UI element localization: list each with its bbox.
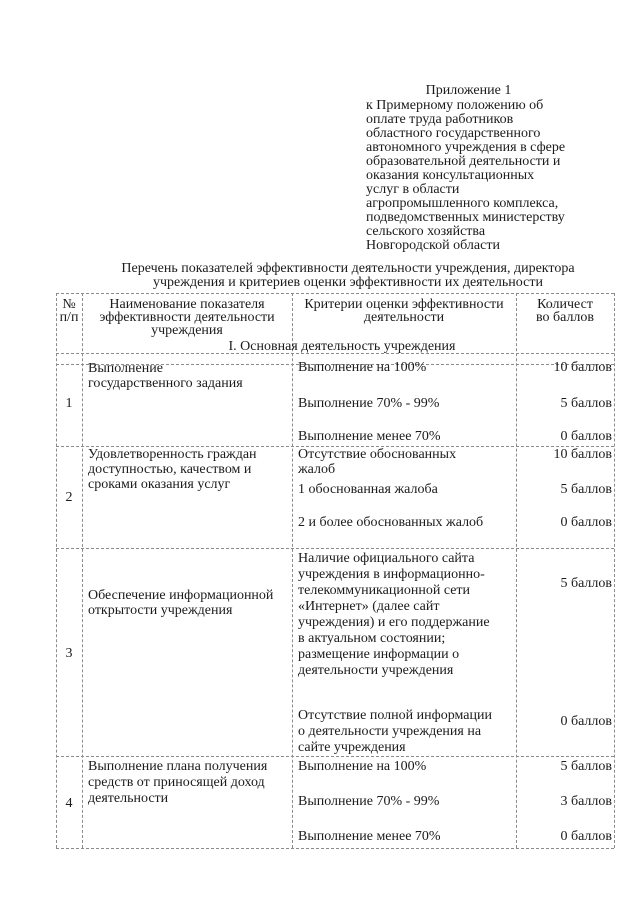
indicator-name-line: государственного задания xyxy=(88,376,243,391)
criterion-score: 5 баллов xyxy=(560,396,612,411)
criterion-score: 5 баллов xyxy=(560,759,612,774)
appendix-line: оказания консультационных xyxy=(366,168,535,183)
appendix-line: агропромышленного комплекса, xyxy=(366,196,559,211)
criterion-score: 0 баллов xyxy=(560,714,612,729)
appendix-line: автономного учреждения в сфере xyxy=(366,140,566,155)
row-number: 4 xyxy=(65,796,73,811)
criterion-text-line: Наличие официального сайта xyxy=(298,551,475,566)
indicator-name xyxy=(88,361,288,391)
table-rule xyxy=(82,293,83,848)
criterion-text-line: размещение информации о xyxy=(298,647,460,662)
criterion-text: Выполнение 70% - 99% xyxy=(298,794,440,809)
header-number xyxy=(56,298,82,324)
table-rule xyxy=(56,756,614,757)
criterion-score: 0 баллов xyxy=(560,515,612,530)
criterion-score: 3 баллов xyxy=(560,794,612,809)
criterion-text xyxy=(298,551,512,679)
criterion-text-line: Отсутствие обоснованных xyxy=(298,447,457,462)
row-number: 3 xyxy=(65,646,73,661)
criterion-text-line: сайте учреждения xyxy=(298,740,406,755)
indicator-name-line: Удовлетворенность граждан xyxy=(88,447,257,462)
header-criteria xyxy=(292,298,516,324)
table-rule xyxy=(292,293,293,848)
appendix-line: к Примерному положению об xyxy=(366,98,544,113)
criterion-text-line: «Интернет» (далее сайт xyxy=(298,599,440,614)
header-points-line: во баллов xyxy=(535,310,595,325)
table-rule xyxy=(56,293,614,294)
criterion-score: 5 баллов xyxy=(560,576,612,591)
document-title xyxy=(88,262,608,290)
header-number-line: № xyxy=(62,297,76,312)
criterion-text: Выполнение 70% - 99% xyxy=(298,396,440,411)
appendix-line: оплате труда работников xyxy=(366,112,514,127)
criterion-text: Выполнение менее 70% xyxy=(298,429,441,444)
appendix-line: Новгородской области xyxy=(366,238,500,253)
indicator-name xyxy=(88,447,288,492)
criterion-text: 2 и более обоснованных жалоб xyxy=(298,515,484,530)
appendix-line: подведомственных министерству xyxy=(366,210,565,225)
indicator-name-line: открытости учреждения xyxy=(88,603,233,618)
indicator-name-line: средств от приносящей доход xyxy=(88,775,265,790)
table-rule xyxy=(56,848,614,849)
header-indicator-line: Наименование показателя xyxy=(109,297,265,312)
criterion-text-line: учреждения) и его поддержание xyxy=(298,615,490,630)
criterion-score: 10 баллов xyxy=(553,360,612,375)
table-rule xyxy=(614,293,615,848)
appendix-heading: Приложение 1 xyxy=(425,83,512,98)
indicator-name-line: Выполнение плана получения xyxy=(88,759,268,774)
header-indicator-line: эффективности деятельности xyxy=(99,310,275,325)
row-number: 1 xyxy=(65,396,73,411)
section-heading: I. Основная деятельность учреждения xyxy=(228,339,456,354)
indicator-name-line: Выполнение xyxy=(88,361,163,376)
appendix-block xyxy=(366,84,606,253)
header-indicator-line: учреждения xyxy=(151,323,223,338)
header-number-line: п/п xyxy=(59,310,79,325)
table-rule xyxy=(56,293,57,848)
header-points-line: Количест xyxy=(537,297,593,312)
criterion-text-line: в актуальном состоянии; xyxy=(298,631,446,646)
row-number: 2 xyxy=(65,490,73,505)
indicator-name xyxy=(88,759,288,807)
criterion-text xyxy=(298,447,512,477)
criterion-score: 0 баллов xyxy=(560,429,612,444)
criterion-text: 1 обоснованная жалоба xyxy=(298,482,438,497)
header-points xyxy=(516,298,614,324)
criterion-text-line: телекоммуникационной сети xyxy=(298,583,471,598)
document-title-line: учреждения и критериев оценки эффективности их деятельности xyxy=(153,275,543,290)
document-title-line: Перечень показателей эффективности деятельности учреждения, директора xyxy=(121,261,575,276)
criterion-text: Выполнение на 100% xyxy=(298,360,427,375)
criterion-text-line: о деятельности учреждения на xyxy=(298,724,482,739)
appendix-line: услуг в области xyxy=(366,182,460,197)
appendix-line: областного государственного xyxy=(366,126,541,141)
indicator-name xyxy=(88,588,288,618)
criterion-text-line: деятельности учреждения xyxy=(298,663,454,678)
header-indicator-name xyxy=(82,298,292,337)
criterion-text xyxy=(298,708,512,756)
indicator-name-line: сроками оказания услуг xyxy=(88,477,231,492)
criterion-text-line: жалоб xyxy=(298,462,336,477)
criterion-text-line: учреждения в информационно- xyxy=(298,567,485,582)
criterion-score: 5 баллов xyxy=(560,482,612,497)
criterion-text-line: Отсутствие полной информации xyxy=(298,708,492,723)
indicator-name-line: Обеспечение информационной xyxy=(88,588,274,603)
table-rule xyxy=(56,548,614,549)
criterion-score: 0 баллов xyxy=(560,829,612,844)
indicator-name-line: деятельности xyxy=(88,791,169,806)
appendix-line: сельского хозяйства xyxy=(366,224,486,239)
criterion-text: Выполнение на 100% xyxy=(298,759,427,774)
indicator-name-line: доступностью, качеством и xyxy=(88,462,252,477)
appendix-line: образовательной деятельности и xyxy=(366,154,561,169)
criterion-score: 10 баллов xyxy=(553,447,612,462)
criterion-text: Выполнение менее 70% xyxy=(298,829,441,844)
header-criteria-line: деятельности xyxy=(363,310,445,325)
header-criteria-line: Критерии оценки эффективности xyxy=(304,297,504,312)
